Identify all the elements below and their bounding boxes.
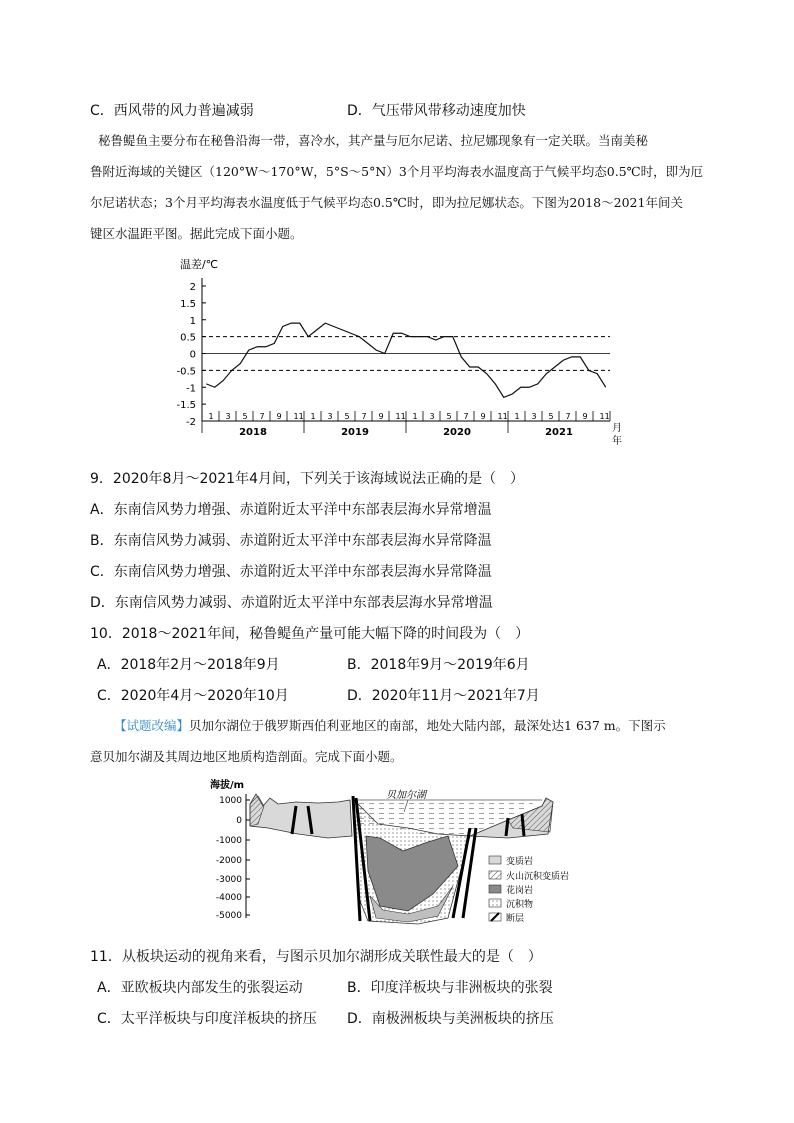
q11-option-b[interactable]: B．印度洋板块与非洲板块的张裂 [347,980,553,996]
q11-stem: 11．从板块运动的视角来看，与图示贝加尔湖形成关联性最大的是（ ） [90,949,542,965]
chart-y-tick-label: 1 [189,315,196,327]
q9-option-a[interactable]: A．东南信风势力增强、赤道附近太平洋中东部表层海水异常增温 [90,502,492,518]
chart-reference-lines [202,337,610,371]
sst-anomaly-chart [170,256,630,451]
chart-x-tick-label: 5 [242,412,248,421]
q11-option-d[interactable]: D．南极洲板块与美洲板块的挤压 [347,1011,554,1027]
chart-x-tick-label: 11 [497,412,508,421]
chart-x-tick-label: 9 [582,412,588,421]
chart-x-tick-label: 3 [327,412,333,421]
q9-option-c[interactable]: C．东南信风势力增强、赤道附近太平洋中东部表层海水异常降温 [90,564,492,580]
chart-x-tick-label: 7 [361,412,367,421]
q9-stem: 9．2020年8月～2021年4月间，下列关于该海域说法正确的是（ ） [90,471,524,487]
baikal-cross-section [208,776,578,928]
chart-x-tick-label: 3 [429,412,435,421]
legend-volcanic: 火山沉积变质岩 [506,872,570,882]
diagram-ytick: -2000 [215,856,242,866]
chart-y-tick-label: -1.5 [176,400,196,412]
q9-option-b[interactable]: B．东南信风势力减弱、赤道附近太平洋中东部表层海水异常降温 [90,533,492,549]
diagram-ytick: 0 [236,816,242,826]
q10-option-d[interactable]: D．2020年11月～2021年7月 [347,688,540,704]
chart-x-tick-label: 11 [599,412,610,421]
diagram-ytick: -3000 [215,875,242,885]
q10-option-a[interactable]: A．2018年2月～2018年9月 [97,657,280,673]
diagram-ytick: 1000 [219,796,242,806]
chart-y-tick-label: 2 [189,282,196,293]
chart-year-label: 2019 [341,427,369,438]
diagram-legend [489,855,569,924]
chart-x-tick-label: 1 [208,412,214,421]
intro-line-3: 尔尼诺状态；3个月平均海表水温度低于气候平均态0.5℃时，即为拉尼娜状态。下图为2018～2021年间关 [90,195,683,210]
intro2-text-1: 贝加尔湖位于俄罗斯西伯利亚地区的南部，地处大陆内部，最深处达1 637 m。下图示 [189,718,666,733]
diagram-ytick: -4000 [215,893,242,903]
chart-x-tick-label: 3 [225,412,231,421]
chart-y-label: 温差/℃ [180,258,219,271]
chart-x-tick-label: 1 [514,412,520,421]
chart-x-tick-label: 1 [412,412,418,421]
diagram-y-ticks [216,796,242,921]
q11-option-c[interactable]: C．太平洋板块与印度洋板块的挤压 [97,1011,317,1027]
q11-option-a[interactable]: A．亚欧板块内部发生的张裂运动 [97,980,303,996]
q10-option-b[interactable]: B．2018年9月～2019年6月 [347,657,530,673]
intro2-line-2: 意贝加尔湖及其周边地区地质构造剖面。完成下面小题。 [90,749,403,764]
chart-x-tick-label: 7 [259,412,265,421]
chart-x-axis [202,411,610,438]
chart-x-tick-label: 11 [395,412,406,421]
chart-series [206,323,606,397]
q9-option-d[interactable]: D．东南信风势力减弱、赤道附近太平洋中东部表层海水异常增温 [90,595,493,611]
chart-y-tick-label: -1 [186,383,196,395]
intro2-line-1 [114,718,666,734]
metamorphic-rock-left [250,794,352,838]
chart-x-tick-label: 9 [480,412,486,421]
intro-line-4: 键区水温距平图。据此完成下面小题。 [90,226,303,241]
chart-x-tick-label: 7 [565,412,571,421]
modified-question-tag: 【试题改编】 [114,718,190,733]
intro-line-2: 鲁附近海域的关键区（120°W～170°W，5°S～5°N）3个月平均海表水温度高于气候平均态0.5℃时，即为厄 [90,164,704,179]
chart-x-unit-year: 年 [612,436,622,447]
chart-x-tick-label: 5 [446,412,452,421]
chart-year-label: 2018 [239,427,267,438]
chart-series-line [206,323,606,397]
option-d-prev: D．气压带风带移动速度加快 [347,103,526,119]
chart-year-label: 2020 [443,427,471,438]
q10-stem: 10．2018～2021年间，秘鲁鳀鱼产量可能大幅下降的时间段为（ ） [90,626,530,642]
chart-y-tick-label: 0.5 [180,332,196,344]
diagram-y-label: 海拔/m [210,780,245,791]
legend-sediment: 沉积物 [506,900,534,910]
q10-option-c[interactable]: C．2020年4月～2020年10月 [97,688,289,704]
chart-x-tick-label: 9 [276,412,282,421]
chart-y-tick-label: 1.5 [180,298,196,310]
chart-x-tick-label: 5 [548,412,554,421]
chart-year-label: 2021 [545,427,573,438]
legend-granite: 花岗岩 [506,886,534,896]
chart-y-ticks [176,278,206,428]
option-c-prev: C．西风带的风力普遍减弱 [90,103,254,119]
chart-y-tick-label: 0 [189,349,196,361]
lake-label: 贝加尔湖 [386,790,426,801]
legend-metamorphic: 变质岩 [506,857,534,867]
chart-x-tick-label: 11 [293,412,304,421]
chart-x-unit-month: 月 [612,423,622,434]
diagram-ytick: -5000 [215,911,242,921]
chart-x-tick-label: 7 [463,412,469,421]
intro-line-1: 秘鲁鳀鱼主要分布在秘鲁沿海一带，喜冷水，其产量与厄尔尼诺、拉尼娜现象有一定关联。当南美秘 [98,133,649,148]
chart-x-tick-label: 5 [344,412,350,421]
legend-fault: 断层 [506,914,525,924]
chart-y-tick-label: -2 [186,417,196,428]
chart-x-tick-label: 1 [310,412,316,421]
chart-x-tick-label: 9 [378,412,384,421]
chart-x-tick-label: 3 [531,412,537,421]
diagram-ytick: -1000 [215,836,242,846]
chart-y-tick-label: -0.5 [176,366,196,378]
